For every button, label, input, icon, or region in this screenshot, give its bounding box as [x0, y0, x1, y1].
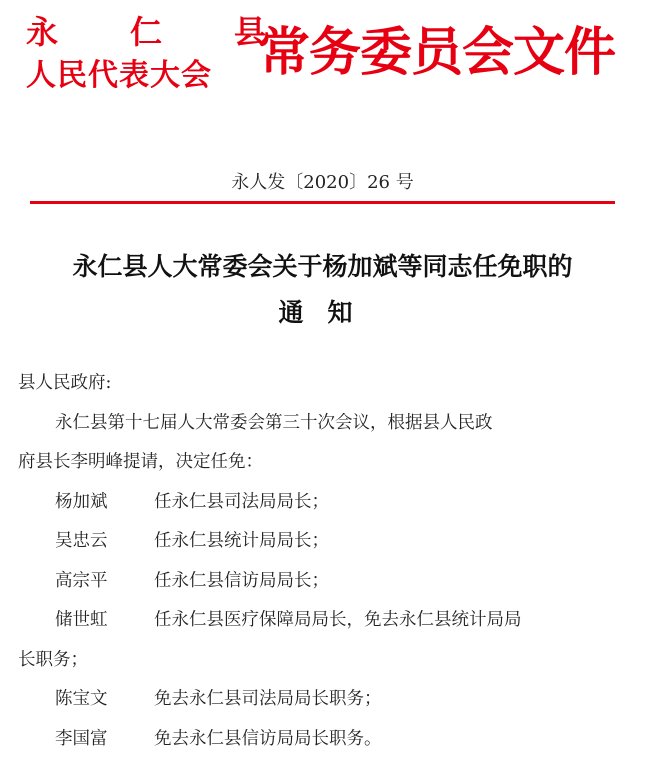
document-body — [18, 364, 618, 759]
appointee-name: 储世虹 — [55, 610, 108, 630]
appointee-name: 陈宝文 — [55, 689, 108, 709]
header-char: 县 — [233, 13, 266, 51]
appointment-continuation: 长职务； — [18, 649, 88, 670]
intro-paragraph — [18, 404, 618, 444]
appointment-item — [18, 483, 618, 523]
appointment-text: 任永仁县信访局局长； — [154, 570, 329, 591]
appointment-text: 免去永仁县信访局局长职务。 — [154, 728, 382, 749]
appointment-text: 任永仁县司法局局长； — [154, 491, 329, 512]
recipient: 县人民政府: — [18, 373, 112, 393]
intro-line-2: 府县长李明峰提请，决定任免： — [18, 452, 263, 472]
appointment-item — [18, 601, 618, 641]
appointment-text: 任永仁县统计局局长； — [154, 531, 329, 551]
appointment-item — [18, 720, 618, 760]
red-divider — [30, 201, 615, 204]
document-number: 永人发〔2020〕26 号 — [231, 172, 414, 193]
header-congress-name: 人民代表大会 — [26, 58, 212, 93]
title-line-2: 通知 — [278, 298, 377, 327]
title-line-1: 永仁县人大常委会关于杨加斌等同志任免职的 — [72, 252, 573, 281]
header-county-name — [26, 12, 266, 52]
appointment-item — [18, 562, 618, 602]
appointee-name: 杨加斌 — [55, 491, 108, 512]
appointment-text: 任永仁县医疗保障局局长，免去永仁县统计局局 — [154, 610, 522, 630]
appointment-item — [18, 522, 618, 562]
appointee-name: 高宗平 — [55, 570, 108, 591]
appointment-text: 免去永仁县司法局局长职务； — [154, 689, 382, 709]
appointment-item — [18, 680, 618, 720]
header-char: 仁 — [129, 13, 162, 51]
appointee-name: 吴忠云 — [55, 531, 108, 551]
intro-line-1: 永仁县第十七届人大常委会第三十次会议，根据县人民政 — [55, 412, 493, 433]
appointee-name: 李国富 — [55, 728, 108, 749]
header-document-type: 常务委员会文件 — [258, 23, 616, 83]
document-title — [0, 244, 645, 336]
header-char: 永 — [26, 13, 59, 51]
